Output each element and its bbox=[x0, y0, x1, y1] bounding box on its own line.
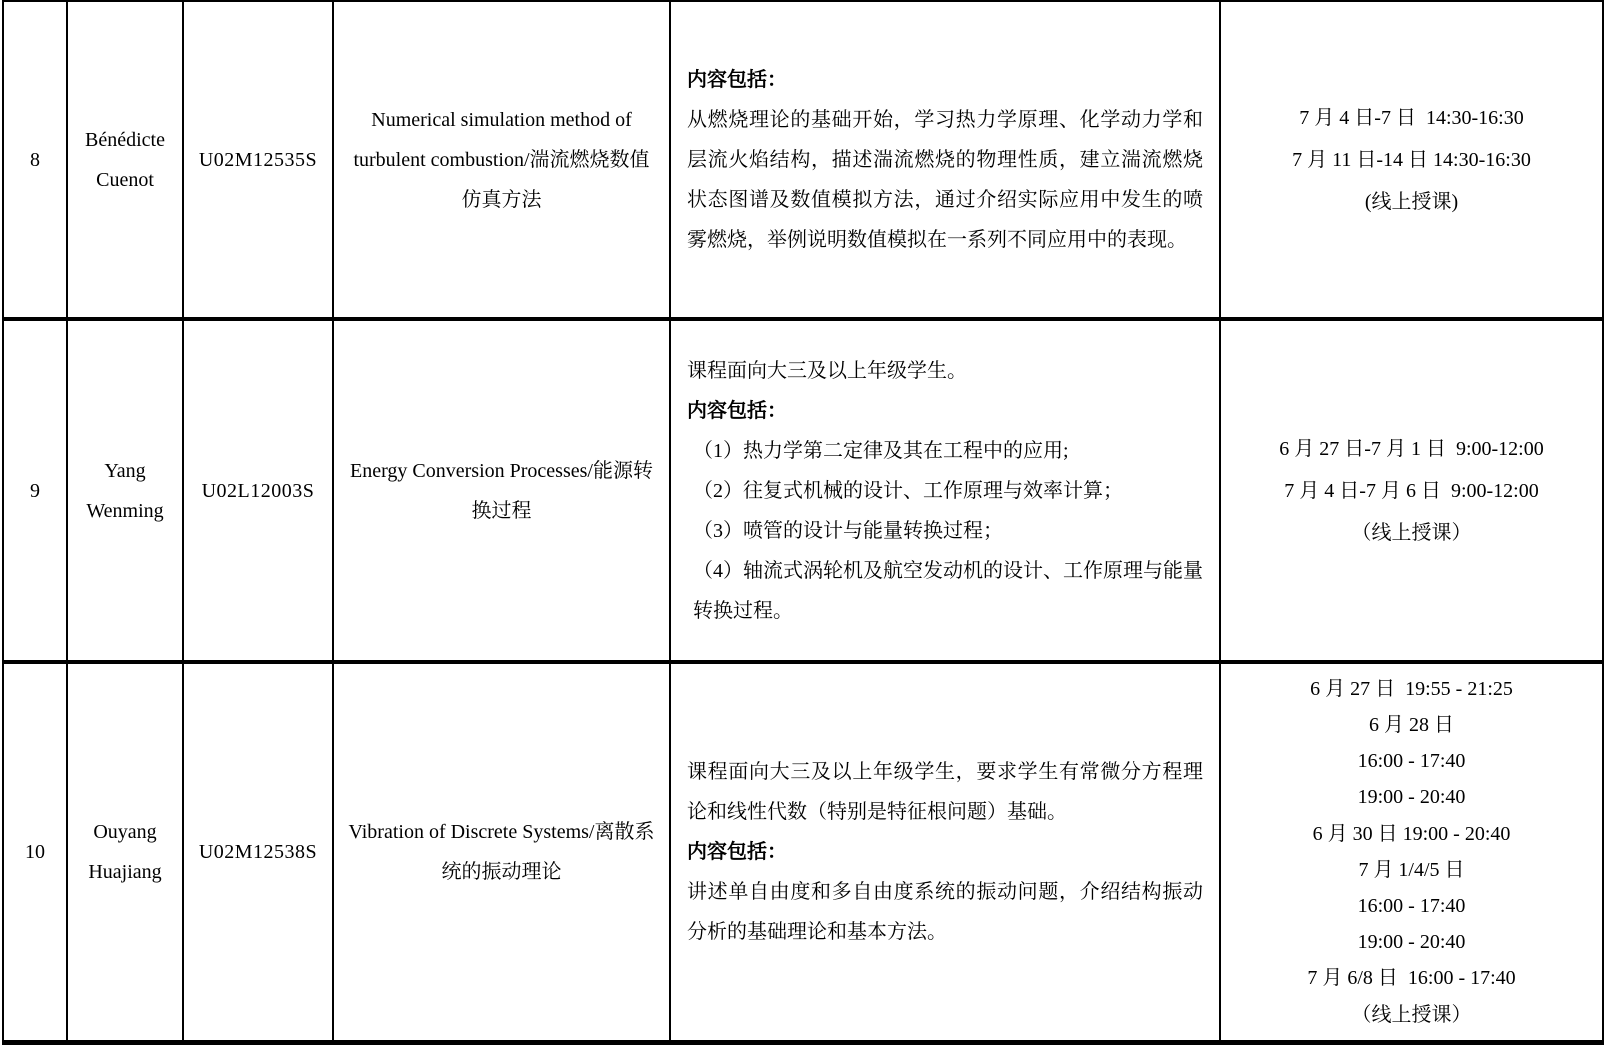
desc-paragraph: 从燃烧理论的基础开始，学习热力学原理、化学动力学和层流火焰结构，描述湍流燃烧的物理性质，建立湍流燃烧状态图谱及数值模拟方法，通过介绍实际应用中发生的喷雾燃烧，举例说明数值模拟在一系列不同应用中的表现。 bbox=[687, 108, 1203, 251]
schedule-line: 19:00 - 20:40 bbox=[1357, 931, 1466, 954]
schedule-line: 7 月 1/4/5 日 bbox=[1358, 858, 1465, 881]
desc-list-item: （3）喷管的设计与能量转换过程； bbox=[693, 519, 1003, 542]
schedule-line: 7 月 11 日-14 日 14:30-16:30 bbox=[1292, 148, 1531, 171]
instructor-name: Bénédicte Cuenot bbox=[67, 1, 183, 319]
desc-heading: 内容包括： bbox=[687, 68, 787, 91]
desc-heading: 内容包括： bbox=[687, 399, 787, 422]
course-description bbox=[670, 319, 1220, 662]
schedule-line: 7 月 4 日-7 日 14:30-16:30 bbox=[1299, 106, 1524, 129]
course-schedule bbox=[1220, 319, 1603, 662]
schedule-line: (线上授课) bbox=[1364, 190, 1459, 213]
schedule-line: （线上授课） bbox=[1351, 1003, 1472, 1026]
course-table bbox=[2, 0, 1604, 1045]
schedule-line: 16:00 - 17:40 bbox=[1357, 750, 1466, 773]
schedule-line: 6 月 28 日 bbox=[1369, 713, 1454, 736]
table-row bbox=[3, 662, 1603, 1042]
course-schedule bbox=[1220, 662, 1603, 1042]
course-code: U02M12538S bbox=[183, 662, 333, 1042]
desc-list-item: （1）热力学第二定律及其在工程中的应用; bbox=[693, 439, 1069, 462]
schedule-line: 6 月 27 日-7 月 1 日 9:00-12:00 bbox=[1279, 437, 1544, 460]
row-number: 10 bbox=[3, 662, 67, 1042]
course-description bbox=[670, 1, 1220, 319]
course-title: Vibration of Discrete Systems/离散系统的振动理论 bbox=[333, 662, 670, 1042]
course-schedule bbox=[1220, 1, 1603, 319]
course-description bbox=[670, 662, 1220, 1042]
desc-list-item: （2）往复式机械的设计、工作原理与效率计算； bbox=[693, 479, 1123, 502]
schedule-line: 16:00 - 17:40 bbox=[1357, 894, 1466, 917]
schedule-line: 6 月 27 日 19:55 - 21:25 bbox=[1310, 677, 1513, 700]
course-title: Numerical simulation method of turbulent combustion/湍流燃烧数值仿真方法 bbox=[333, 1, 670, 319]
schedule-line: （线上授课） bbox=[1351, 521, 1472, 544]
desc-paragraph: 课程面向大三及以上年级学生，要求学生有常微分方程理论和线性代数（特别是特征根问题）基础。 bbox=[687, 760, 1203, 823]
schedule-line: 19:00 - 20:40 bbox=[1357, 786, 1466, 809]
course-code: U02M12535S bbox=[183, 1, 333, 319]
table-row bbox=[3, 1, 1603, 319]
schedule-line: 6 月 30 日 19:00 - 20:40 bbox=[1312, 822, 1511, 845]
schedule-line: 7 月 6/8 日 16:00 - 17:40 bbox=[1307, 967, 1516, 990]
schedule-line: 7 月 4 日-7 月 6 日 9:00-12:00 bbox=[1284, 479, 1539, 502]
course-code: U02L12003S bbox=[183, 319, 333, 662]
desc-list-item: （4）轴流式涡轮机及航空发动机的设计、工作原理与能量转换过程。 bbox=[693, 559, 1203, 622]
course-title: Energy Conversion Processes/能源转换过程 bbox=[333, 319, 670, 662]
desc-heading: 内容包括： bbox=[687, 840, 787, 863]
desc-paragraph: 课程面向大三及以上年级学生。 bbox=[687, 359, 967, 382]
row-number: 8 bbox=[3, 1, 67, 319]
instructor-name: Ouyang Huajiang bbox=[67, 662, 183, 1042]
desc-paragraph: 讲述单自由度和多自由度系统的振动问题，介绍结构振动分析的基础理论和基本方法。 bbox=[687, 880, 1203, 943]
table-row bbox=[3, 319, 1603, 662]
row-number: 9 bbox=[3, 319, 67, 662]
instructor-name: Yang Wenming bbox=[67, 319, 183, 662]
